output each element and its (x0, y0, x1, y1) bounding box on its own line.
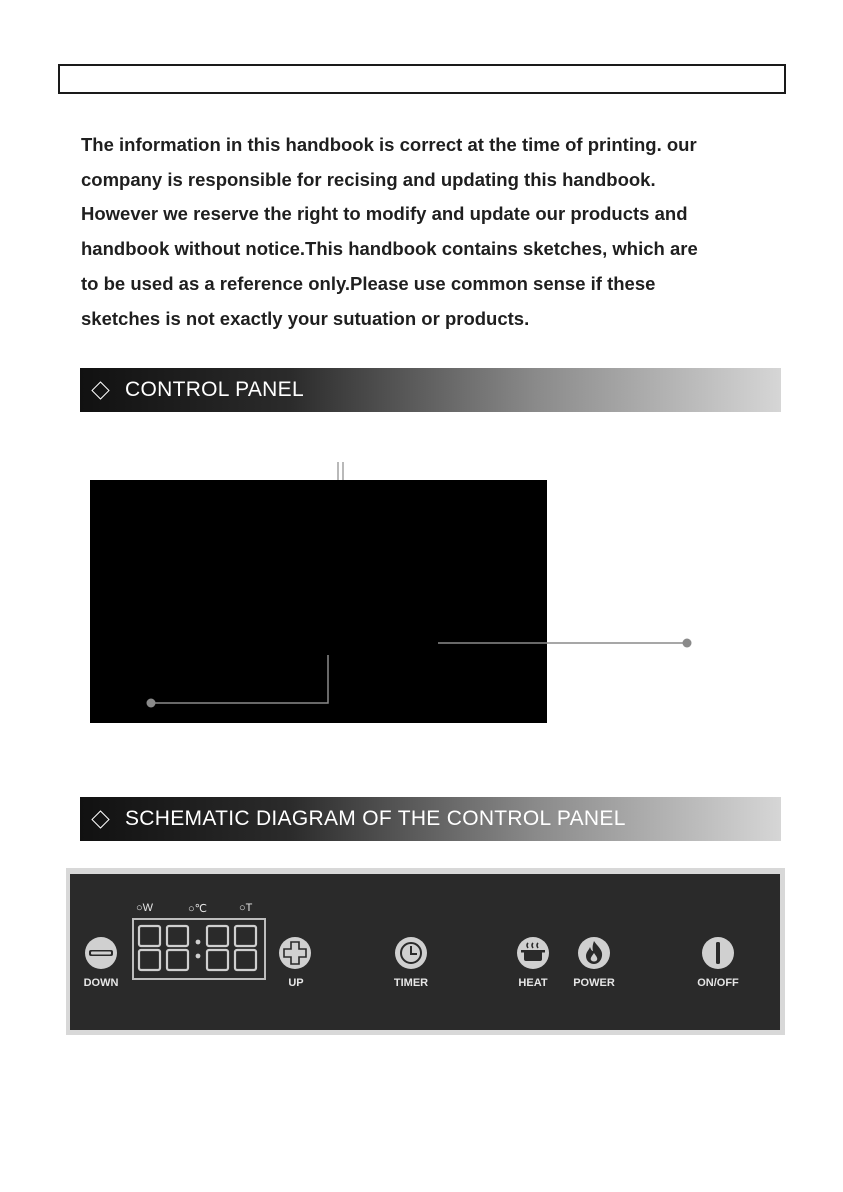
leader-dot (683, 639, 692, 648)
leader-dot (147, 699, 156, 708)
diamond-icon (91, 810, 109, 828)
indicator-label: W (142, 902, 154, 914)
intro-line: company is responsible for recising and updating this handbook. (81, 168, 656, 190)
indicator-label: T (245, 902, 253, 914)
intro-line: handbook without notice.This handbook contains sketches, which are (81, 238, 698, 260)
digital-display (132, 918, 266, 980)
flame-icon[interactable] (576, 935, 612, 971)
section-header-schematic (80, 797, 781, 841)
intro-line: to be used as a reference only.Please use common sense if these (81, 272, 656, 294)
down-button-label[interactable]: DOWN (83, 977, 119, 989)
intro-line: sketches is not exactly your sutuation or products. (81, 307, 530, 329)
intro-line: However we reserve the right to modify and update our products and (81, 203, 688, 225)
timer-button-label[interactable]: TIMER (393, 977, 429, 989)
indicator-label: ℃ (194, 903, 208, 915)
timer-icon[interactable] (393, 935, 429, 971)
up-button-label[interactable]: UP (288, 977, 304, 989)
power-switch-icon[interactable] (700, 935, 736, 971)
onoff-button-label[interactable]: ON/OFF (697, 977, 739, 989)
plus-icon[interactable] (277, 935, 313, 971)
minus-icon[interactable] (83, 935, 119, 971)
indicator-t: ○T (239, 902, 253, 914)
seven-segment-digits (134, 920, 264, 978)
section-title: CONTROL PANEL (125, 378, 304, 401)
leader-line (151, 655, 328, 703)
power-button-label[interactable]: POWER (573, 977, 615, 989)
indicator-w: ○W (136, 902, 154, 914)
section-title: SCHEMATIC DIAGRAM OF THE CONTROL PANEL (125, 807, 626, 830)
indicator-celsius: ○℃ (188, 903, 208, 915)
intro-line: The information in this handbook is correct at the time of printing. our (81, 134, 697, 155)
pot-icon[interactable] (515, 935, 551, 971)
heat-button-label[interactable]: HEAT (518, 977, 548, 989)
